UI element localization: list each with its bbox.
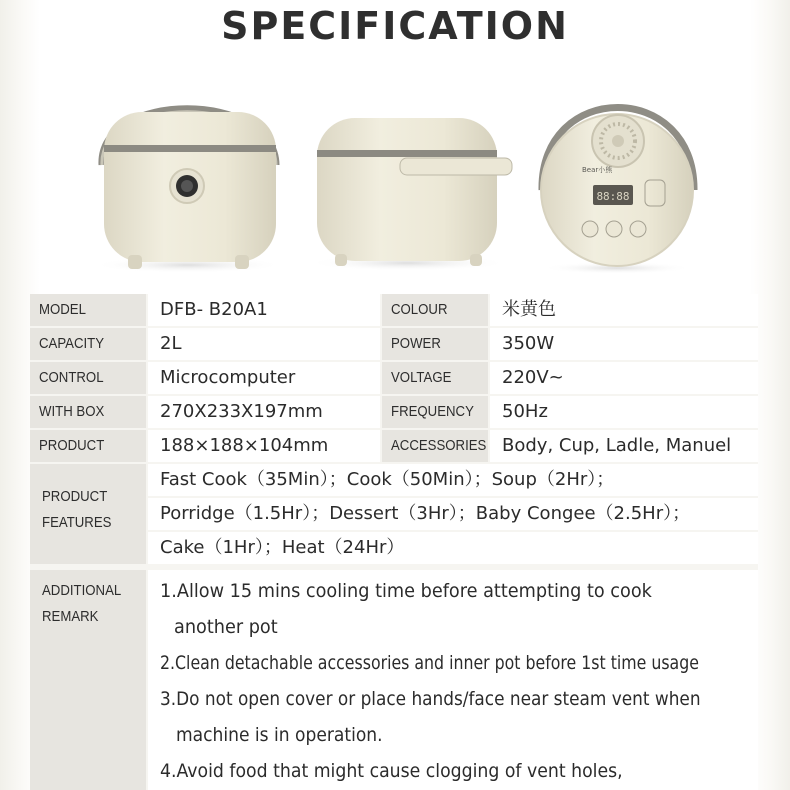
cooker-front-view <box>93 109 283 273</box>
remark-line: machine is in operation. <box>176 724 383 746</box>
spec-label: PRODUCT <box>30 430 146 462</box>
spec-label: CONTROL <box>30 362 146 394</box>
spec-label: VOLTAGE <box>382 362 488 394</box>
panel-brand: Bear小熊 <box>582 166 613 174</box>
spec-label: ACCESSORIES <box>382 430 488 462</box>
spec-label: MODEL <box>30 294 146 326</box>
cooker-top-view <box>541 108 694 275</box>
page-title: SPECIFICATION <box>221 4 569 48</box>
spec-value: 50Hz <box>490 396 758 428</box>
spec-value: 188×188×104mm <box>148 430 380 462</box>
spec-value: 220V~ <box>490 362 758 394</box>
remark-line: 4.Avoid food that might cause clogging of vent holes, <box>160 760 623 782</box>
spec-value: 350W <box>490 328 758 360</box>
spec-value: Microcomputer <box>148 362 380 394</box>
features-label: PRODUCT FEATURES <box>30 464 146 564</box>
rice-cooker-illustrations <box>0 50 790 290</box>
spec-row <box>30 430 758 462</box>
remark-label: ADDITIONAL REMARK <box>30 570 146 790</box>
spec-label: CAPACITY <box>30 328 146 360</box>
spec-value: DFB- B20A1 <box>148 294 380 326</box>
spec-label: POWER <box>382 328 488 360</box>
spec-table <box>30 294 758 790</box>
remark-line: 1.Allow 15 mins cooling time before attempting to cook <box>160 580 652 602</box>
spec-label: COLOUR <box>382 294 488 326</box>
panel-display: 88:88 <box>596 190 630 203</box>
feature-line: Porridge（1.5Hr）；Dessert（3Hr）；Baby Congee（2.5Hr）； <box>148 498 758 530</box>
spec-label: WITH BOX <box>30 396 146 428</box>
cooker-side-view <box>308 118 512 271</box>
spec-value: Body, Cup, Ladle, Manuel <box>490 430 758 462</box>
feature-line: Cake（1Hr）；Heat（24Hr） <box>148 532 758 564</box>
remark-line: 2.Clean detachable accessories and inner pot before 1st time usage <box>160 652 699 674</box>
spec-value: 270X233X197mm <box>148 396 380 428</box>
spec-value: 米黄色 <box>490 294 758 326</box>
feature-line: Fast Cook（35Min）；Cook（50Min）；Soup（2Hr）； <box>148 464 758 496</box>
spec-value: 2L <box>148 328 380 360</box>
remark-box <box>148 570 758 790</box>
spec-row <box>30 396 758 428</box>
spec-row <box>30 362 758 394</box>
remark-line: another pot <box>174 616 278 638</box>
spec-row <box>30 328 758 360</box>
spec-label: FREQUENCY <box>382 396 488 428</box>
remark-line: 3.Do not open cover or place hands/face near steam vent when <box>160 688 701 710</box>
product-images <box>0 50 790 290</box>
spec-row <box>30 294 758 326</box>
